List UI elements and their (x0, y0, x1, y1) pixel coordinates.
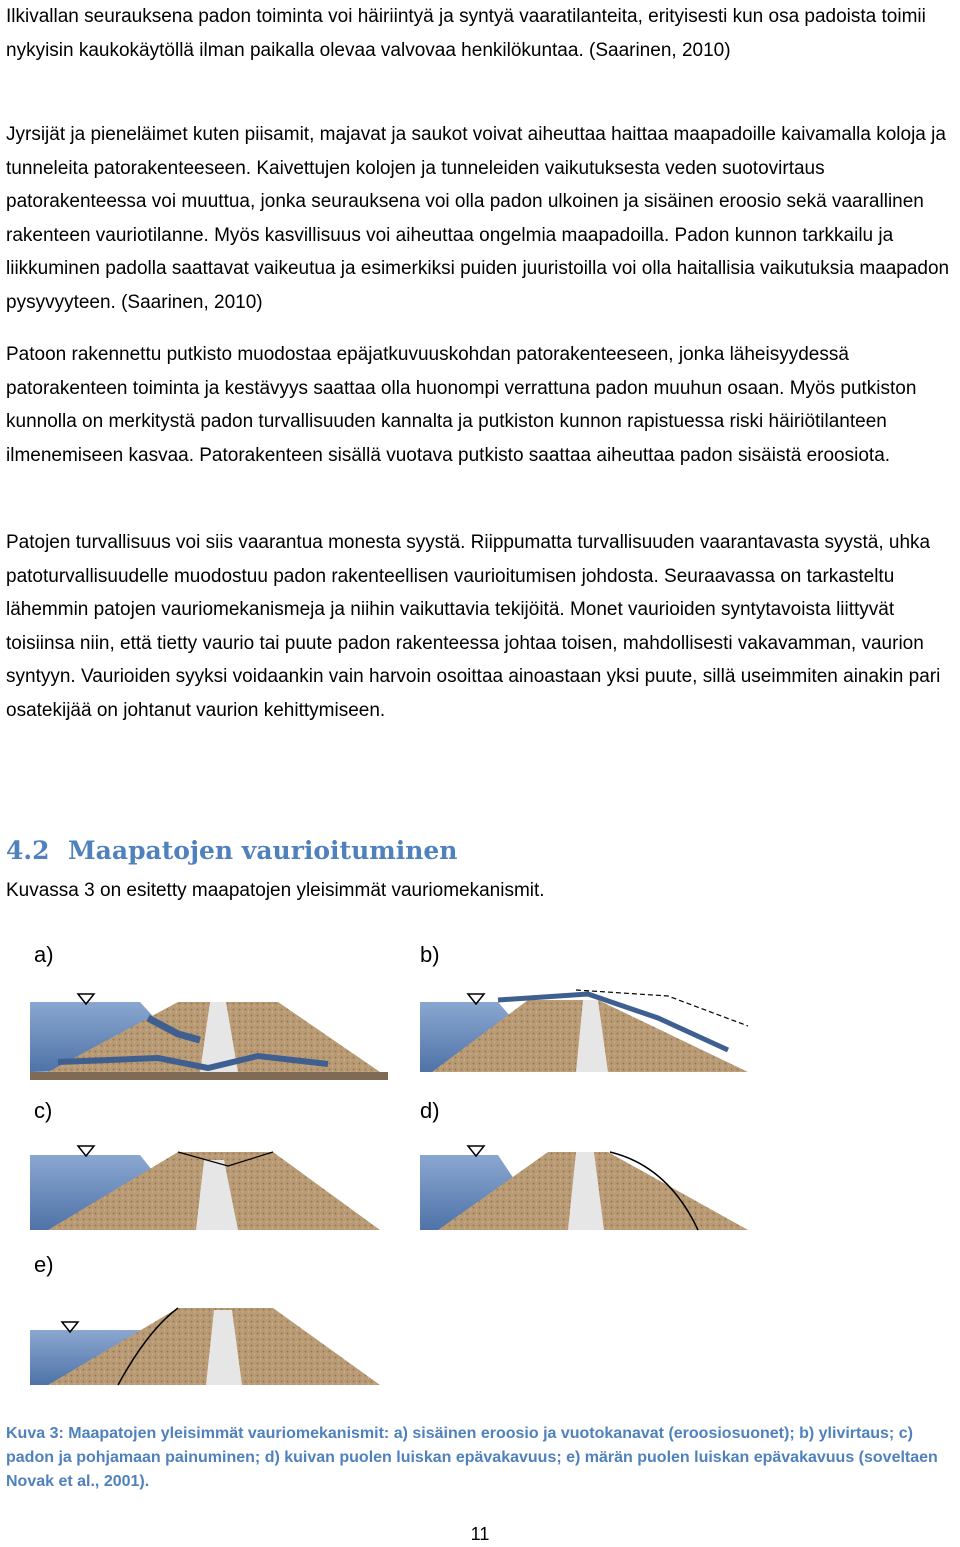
panel-c-diagram (30, 1146, 380, 1230)
dam-diagrams (28, 930, 770, 1392)
panel-d-diagram (420, 1146, 748, 1230)
section-title: Maapatojen vaurioituminen (68, 836, 458, 865)
figure-caption: Kuva 3: Maapatojen yleisimmät vauriomekanismit: a) sisäinen eroosio ja vuotokanavat (eroosiosuonet); b) ylivirtaus; c) padon ja pohjamaan painuminen; d) kuivan puolen luiskan epävakavuus; e) märän puolen luiskan epävakavuus (soveltaen Novak et al., 2001). (6, 1425, 938, 1490)
section-number: 4.2 (6, 836, 50, 865)
paragraph-failure-causes: Patojen turvallisuus voi siis vaarantua monesta syystä. Riippumatta turvallisuuden vaarantavasta syystä, uhka patoturvallisuudelle muodostuu padon rakenteellisen vaurioitumisen johdosta. Seuraavassa on tarkasteltu lähemmin patojen vauriomekanismeja ja niihin vaikuttavia tekijöitä. Monet vaurioiden syntytavoista liittyvät toisiinsa niin, että tietty vaurio tai puute padon rakenteessa johtaa toisen, mahdollisesti vakavamman, vaurion syntyyn. Vaurioiden syyksi voidaankin vain harvoin osoittaa ainoastaan yksi puute, sillä useimmiten ainakin pari osatekijää on johtanut vaurion kehittymiseen. (6, 532, 941, 721)
panel-label-c: c) (34, 1098, 53, 1123)
panel-label-a: a) (34, 942, 54, 967)
paragraph-rodents: Jyrsijät ja pieneläimet kuten piisamit, majavat ja saukot voivat aiheuttaa haittaa maapadoille kaivamalla koloja ja tunneleita patorakenteeseen. Kaivettujen kolojen ja tunneleiden vaikutuksesta veden suotovirtaus patorakenteessa voi muuttua, jonka seurauksena voi olla padon ulkoinen ja sisäinen eroosio sekä vaarallinen rakenteen vauriotilanne. Myös kasvillisuus voi aiheuttaa ongelmia maapadoilla. Padon kunnon tarkkailu ja liikkuminen padolla saattavat vaikeutua ja esimerkiksi puiden juuristoilla voi olla haitallisia vaikutuksia maapadon pysyvyyteen. (Saarinen, 2010) (6, 124, 950, 313)
panel-b-diagram (420, 990, 748, 1072)
section-intro: Kuvassa 3 on esitetty maapatojen yleisimmät vauriomekanismit. (6, 880, 545, 901)
failure-mechanisms-figure (28, 930, 770, 1392)
page-number: 11 (470, 1524, 490, 1544)
section-heading (6, 836, 457, 865)
panel-a-diagram (30, 994, 388, 1080)
panel-label-d: d) (420, 1098, 440, 1123)
paragraph-piping: Patoon rakennettu putkisto muodostaa epäjatkuvuuskohdan patorakenteeseen, jonka läheisyydessä patorakenteen toiminta ja kestävyys saattaa olla huonompi verrattuna padon muuhun osaan. Myös putkiston kunnolla on merkitystä padon turvallisuuden kannalta ja putkiston kunnon rapistuessa riski häiriötilanteen ilmenemiseen kasvaa. Patorakenteen sisällä vuotava putkisto saattaa aiheuttaa padon sisäistä eroosiota. (6, 344, 917, 466)
panel-label-b: b) (420, 942, 440, 967)
paragraph-vandalism: Ilkivallan seurauksena padon toiminta voi häiriintyä ja syntyä vaaratilanteita, erityisesti kun osa padoista toimii nykyisin kaukokäytöllä ilman paikalla olevaa valvovaa henkilökuntaa. (Saarinen, 2010) (6, 6, 926, 61)
panel-label-e: e) (34, 1252, 54, 1277)
panel-e-diagram (30, 1308, 380, 1385)
